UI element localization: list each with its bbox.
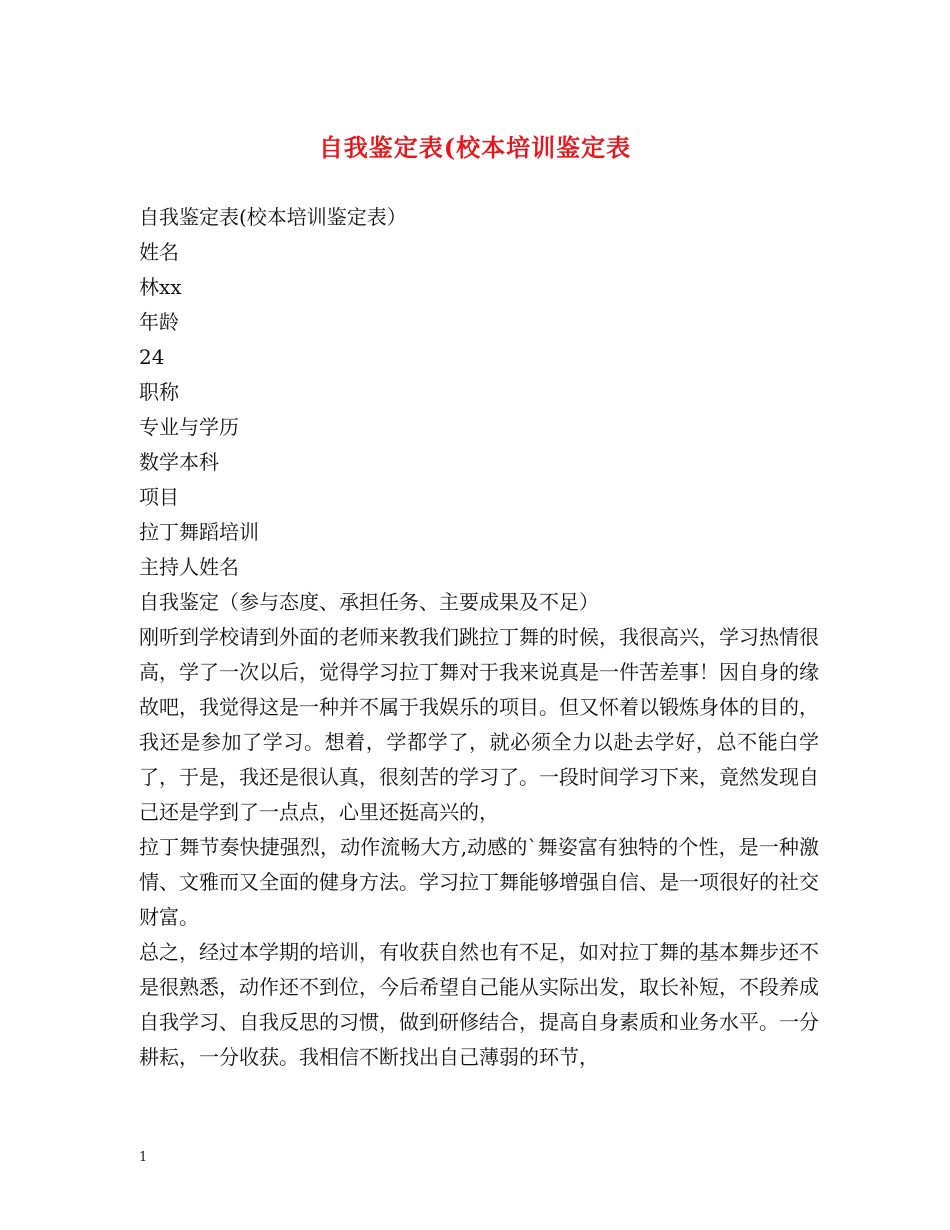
name-value: 林xx [139,275,182,299]
self-assessment-label: 自我鉴定（参与态度、承担任务、主要成果及不足） [139,590,599,614]
project-label: 项目 [139,485,179,509]
host-name-label: 主持人姓名 [139,555,239,579]
major-education-value: 数学本科 [139,450,219,474]
page-number: 1 [139,1150,148,1165]
body-paragraph: 拉丁舞节奏快捷强烈，动作流畅大方,动感的`舞姿富有独特的个性，是一种激情、文雅而又全面的健身方法。学习拉丁舞能够增强自信、是一项很好的社交财富。 [139,835,819,929]
body-paragraph: 刚听到学校请到外面的老师来教我们跳拉丁舞的时候，我很高兴，学习热情很高，学了一次以后，觉得学习拉丁舞对于我来说真是一件苦差事！因自身的缘故吧，我觉得这是一种并不属于我娱乐的项目。但又怀着以锻炼身体的目的，我还是参加了学习。想着，学都学了，就必须全力以赴去学好，总不能白学了，于是，我还是很认真，很刻苦的学习了。一段时间学习下来，竟然发现自己还是学到了一点点，心里还挺高兴的， [139,625,819,824]
major-education-label: 专业与学历 [139,415,239,439]
age-value: 24 [139,345,165,369]
body-paragraph: 总之，经过本学期的培训，有收获自然也有不足，如对拉丁舞的基本舞步还不是很熟悉，动作还不到位，今后希望自己能从实际出发，取长补短，不段养成自我学习、自我反思的习惯，做到研修结合，提高自身素质和业务水平。一分耕耘，一分收获。我相信不断找出自己薄弱的环节， [139,940,819,1069]
name-label: 姓名 [139,240,179,264]
project-value: 拉丁舞蹈培训 [139,520,259,544]
age-label: 年龄 [139,310,179,334]
form-heading: 自我鉴定表(校本培训鉴定表） [139,205,407,229]
page-title: 自我鉴定表(校本培训鉴定表 [318,133,632,162]
document-body [139,200,819,1075]
title-label: 职称 [139,380,179,404]
